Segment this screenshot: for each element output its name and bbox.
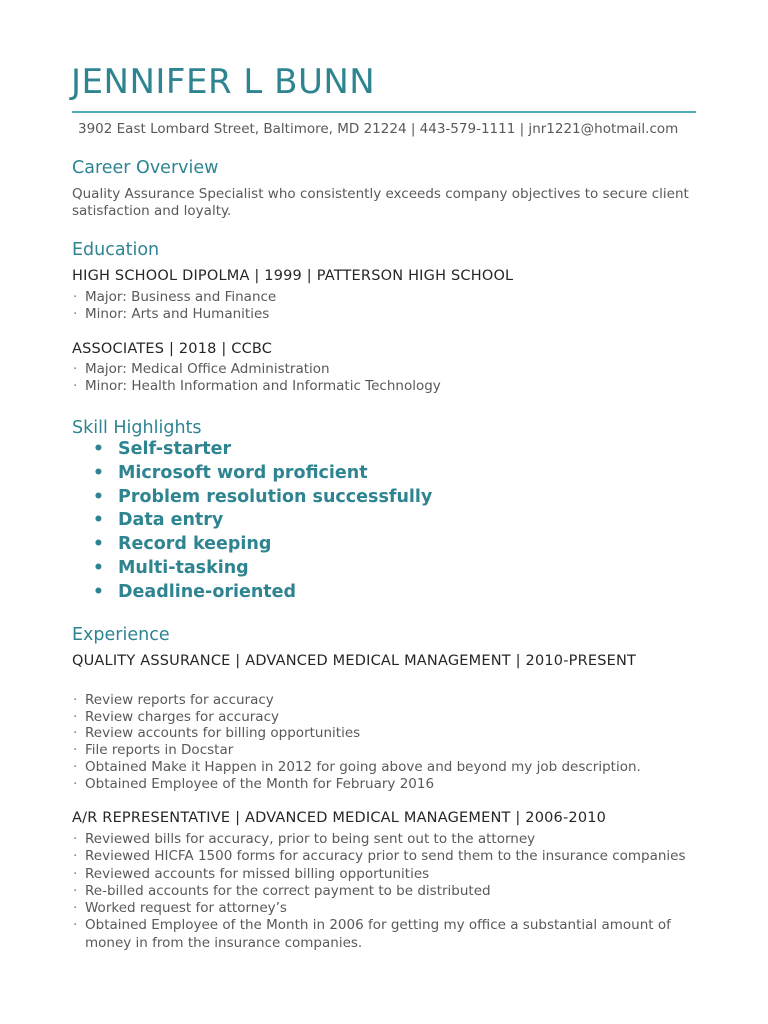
dot-bullet-icon: ·	[73, 917, 78, 934]
bullet-icon: •	[93, 557, 104, 578]
list-item: · Review accounts for billing opportunities	[73, 725, 361, 742]
skill-item: • Multi-tasking	[93, 557, 249, 578]
bullet-icon: •	[93, 439, 104, 459]
list-item: · Major: Business and Finance	[73, 289, 277, 305]
dot-bullet-icon: ·	[73, 708, 78, 725]
skill-highlights-heading: Skill Highlights	[72, 418, 202, 438]
dot-bullet-icon: ·	[73, 882, 78, 899]
education-entry-title: ASSOCIATES | 2018 | CCBC	[72, 341, 273, 357]
education-entry-list	[72, 361, 702, 394]
skill-item: • Record keeping	[93, 534, 272, 555]
bullet-icon: •	[93, 462, 104, 483]
experience-entry-title: A/R REPRESENTATIVE | ADVANCED MEDICAL MANAGEMENT | 2006-2010	[72, 810, 607, 826]
experience-entry-title: QUALITY ASSURANCE | ADVANCED MEDICAL MANAGEMENT | 2010-PRESENT	[72, 653, 637, 669]
career-overview-heading: Career Overview	[72, 158, 219, 178]
education-heading: Education	[72, 240, 160, 260]
list-item: · Obtained Employee of the Month in 2006 for getting my office a substantial amount of money in from the insurance companies.	[73, 917, 671, 951]
list-item: · Minor: Health Information and Informatic Technology	[73, 377, 441, 394]
list-item: · Major: Medical Office Administration	[73, 361, 330, 377]
dot-bullet-icon: ·	[73, 377, 78, 394]
skill-item: • Problem resolution successfully	[93, 486, 433, 507]
experience-entry-list	[72, 831, 692, 952]
list-item: · Re-billed accounts for the correct payment to be distributed	[73, 882, 491, 899]
dot-bullet-icon: ·	[73, 865, 78, 882]
bullet-icon: •	[93, 510, 104, 531]
contact-line: 3902 East Lombard Street, Baltimore, MD 21224 | 443-579-1111 | jnr1221@hotmail.com	[78, 121, 679, 137]
list-item: · Obtained Employee of the Month for February 2016	[73, 775, 435, 792]
bullet-icon: •	[93, 486, 104, 507]
bullet-icon: •	[93, 534, 104, 555]
skill-item: • Deadline-oriented	[93, 581, 297, 602]
dot-bullet-icon: ·	[73, 725, 78, 742]
skill-item: • Microsoft word proficient	[93, 462, 368, 483]
bullet-icon: •	[93, 581, 104, 602]
list-item: · Review reports for accuracy	[73, 692, 274, 708]
dot-bullet-icon: ·	[73, 775, 78, 792]
list-item: · Minor: Arts and Humanities	[73, 305, 270, 322]
list-item: · Reviewed bills for accuracy, prior to being sent out to the attorney	[73, 831, 536, 847]
dot-bullet-icon: ·	[73, 742, 78, 759]
dot-bullet-icon: ·	[73, 305, 78, 322]
skills-list	[93, 439, 432, 606]
applicant-name: JENNIFER L BUNN	[71, 62, 376, 102]
dot-bullet-icon: ·	[73, 361, 78, 377]
dot-bullet-icon: ·	[73, 831, 78, 847]
career-overview-text: Quality Assurance Specialist who consistently exceeds company objectives to secure client satisfaction and loyalty.	[72, 186, 689, 219]
skill-item: • Data entry	[93, 510, 224, 531]
experience-entry-list	[72, 692, 702, 792]
list-item: · Reviewed accounts for missed billing opportunities	[73, 865, 430, 882]
dot-bullet-icon: ·	[73, 289, 78, 305]
skill-item: • Self-starter	[93, 439, 232, 459]
list-item: · File reports in Docstar	[73, 742, 234, 759]
list-item: · Review charges for accuracy	[73, 708, 279, 725]
header-divider	[72, 111, 696, 113]
education-entry-title: HIGH SCHOOL DIPOLMA | 1999 | PATTERSON HIGH SCHOOL	[72, 268, 514, 284]
list-item: · Obtained Make it Happen in 2012 for going above and beyond my job description.	[73, 758, 641, 775]
education-entry-list	[72, 289, 702, 322]
list-item: · Worked request for attorney’s	[73, 900, 287, 917]
experience-heading: Experience	[72, 625, 170, 645]
list-item: · Reviewed HICFA 1500 forms for accuracy prior to send them to the insurance companies	[73, 848, 686, 865]
dot-bullet-icon: ·	[73, 758, 78, 775]
dot-bullet-icon: ·	[73, 900, 78, 917]
dot-bullet-icon: ·	[73, 848, 78, 865]
dot-bullet-icon: ·	[73, 692, 78, 708]
